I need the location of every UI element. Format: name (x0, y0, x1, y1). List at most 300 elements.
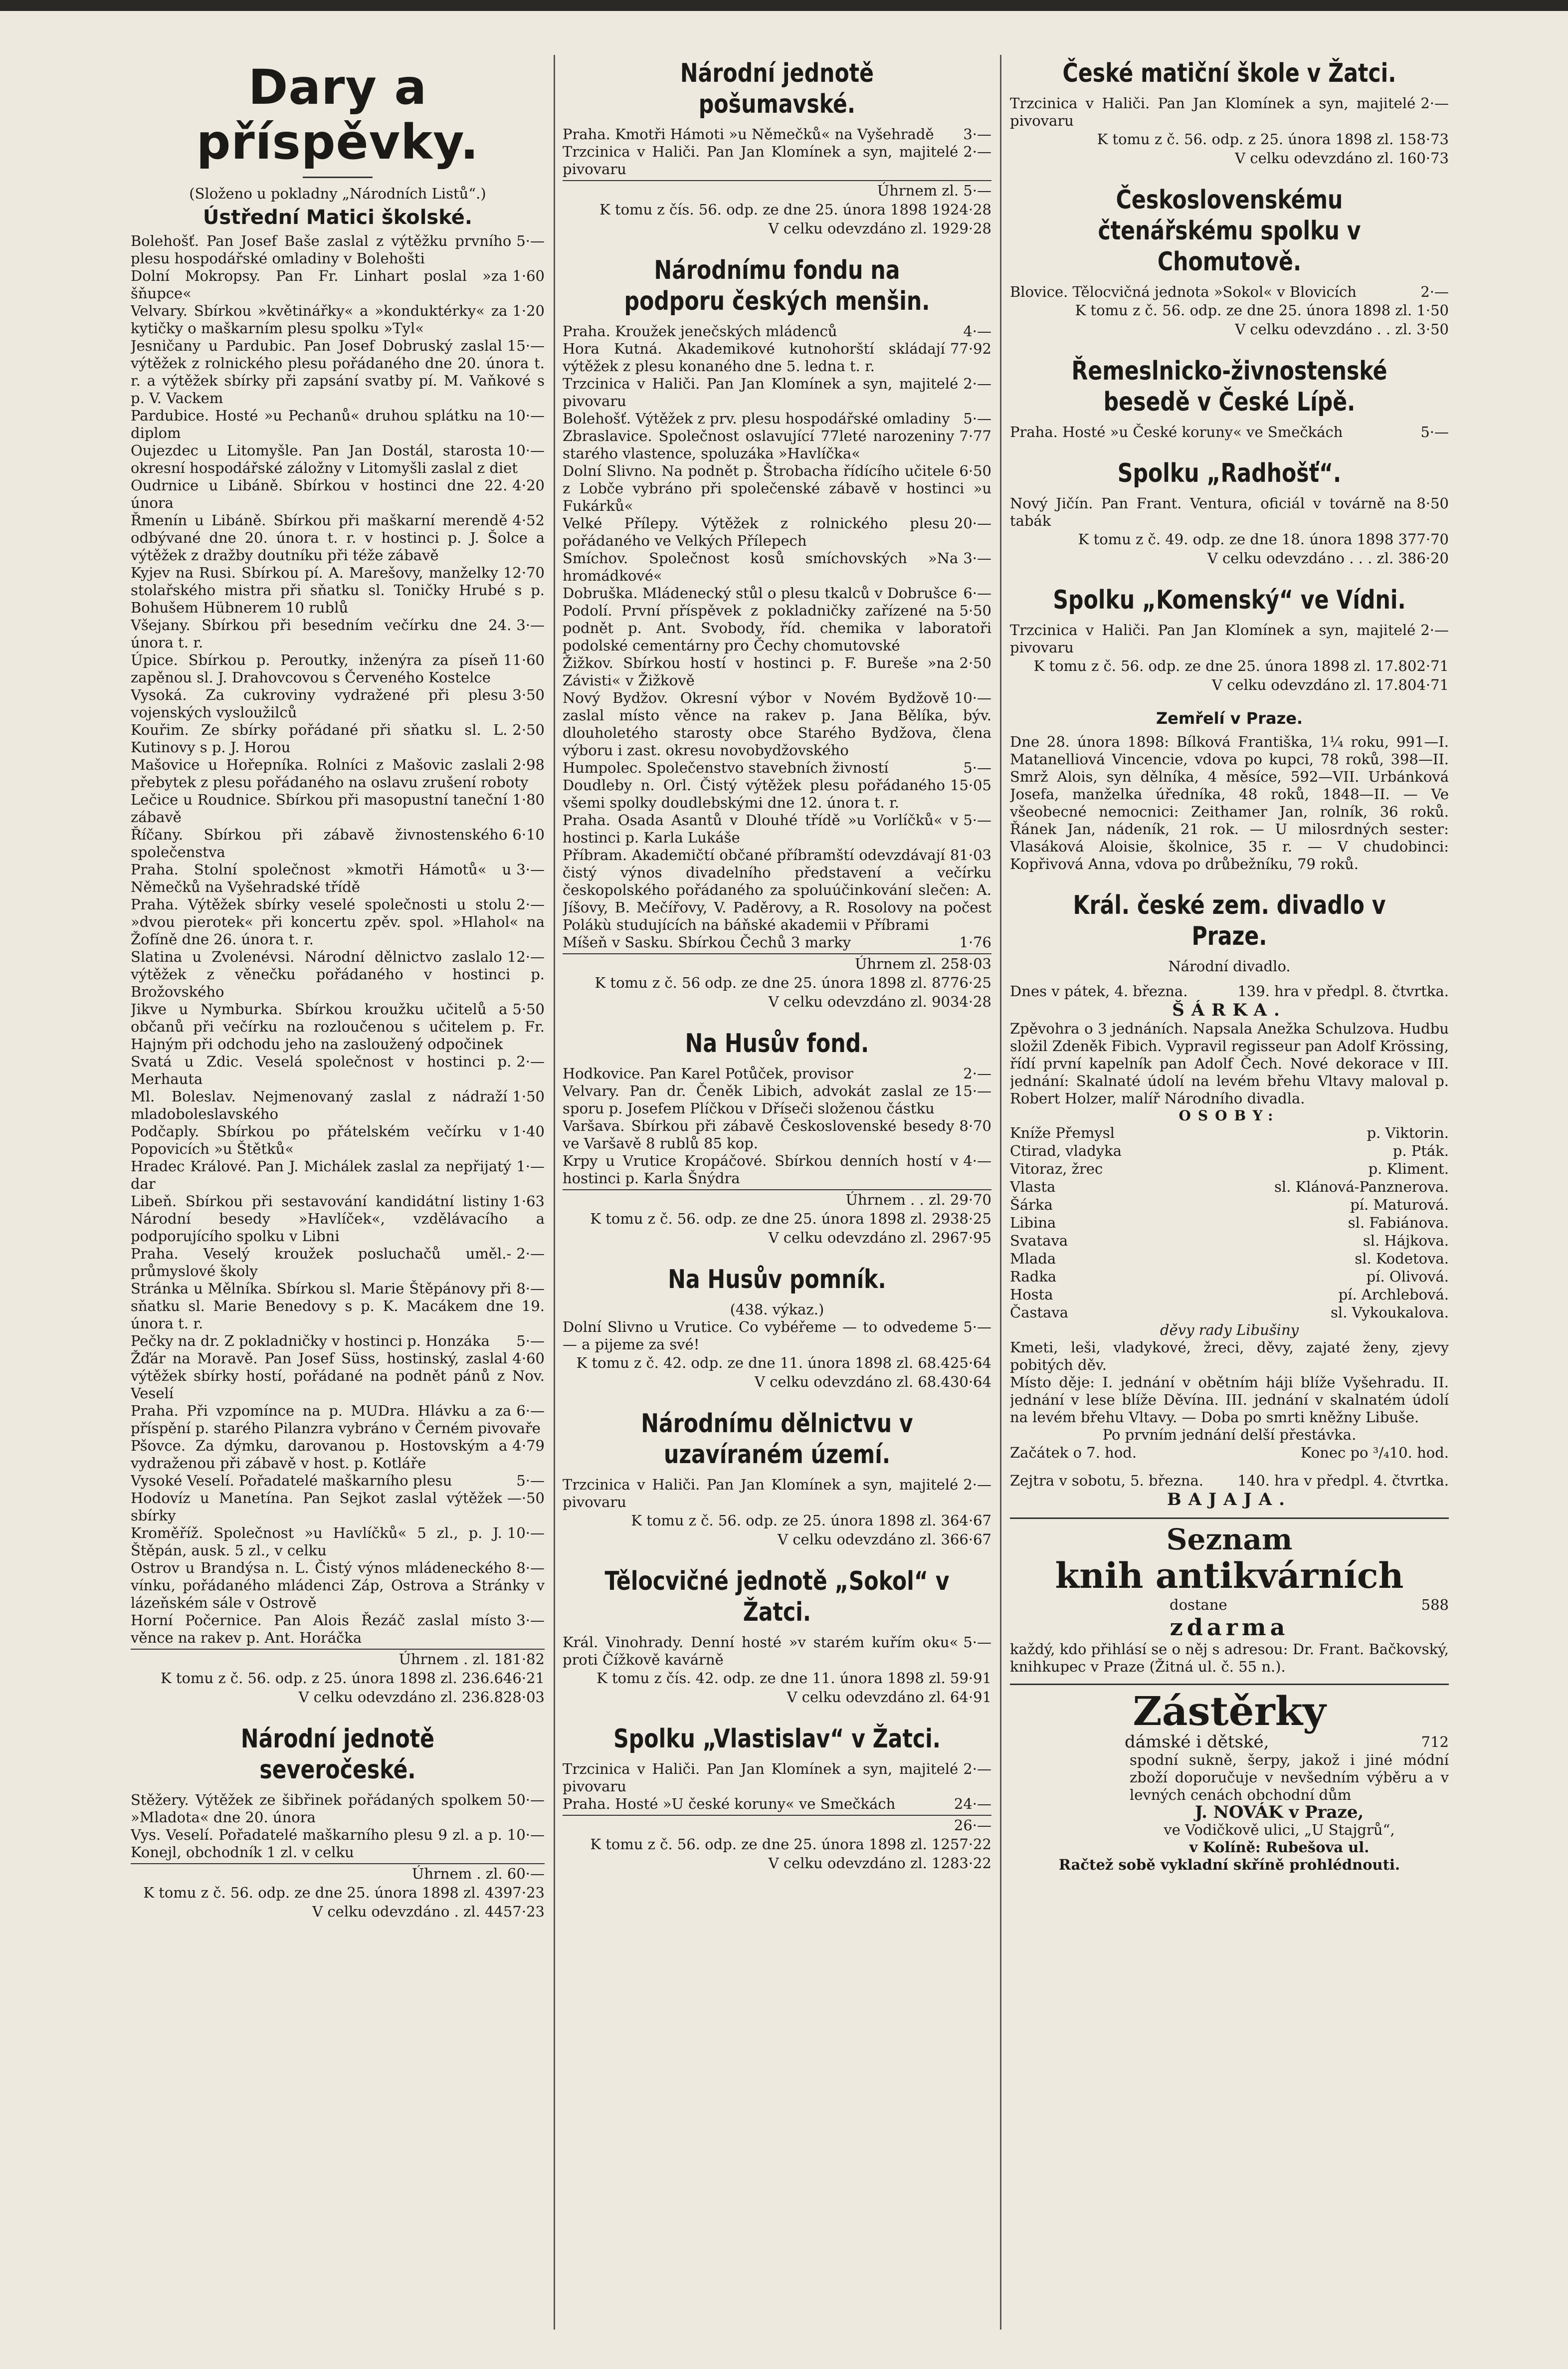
donation-entry (131, 1245, 545, 1280)
play-date: Dnes v pátek, 4. března. (1010, 983, 1188, 1000)
donation-text: Žďár na Moravě. Pan Josef Süss, hostinský, zaslal výtěžek sbírky hostí, pořádané na podnět pánů z Nov. Veselí (131, 1350, 545, 1402)
donation-text: Varšava. Sbírkou při zábavě Československé besedy ve Varšavě 8 rublů 85 kop. (563, 1117, 955, 1152)
section-subtitle: (438. výkaz.) (730, 1301, 824, 1318)
donation-entry (1010, 283, 1449, 301)
donation-entry (563, 1476, 991, 1511)
donation-entry (131, 1088, 545, 1123)
pause-text: Po prvním jednání delší přestávka. (1102, 1426, 1357, 1443)
ad-text: dámské i dětské, (1125, 1732, 1269, 1752)
obituary-text: Dne 28. února 1898: Bílková Františka, 1¼ roku, 991—I. Matanelliová Vincencie, vdova po kupci, 78 roků, 398—II. Smrž Alois, syn dělníka, 4 měsíce, 592—VII. Urbánková Josefa, manželka úředníka, 48 roků, 1848—II. — Ve všeobecné nemocnici: Zeithamer Jan, rolník, 36 roků. Řánek Jan, nádeník, 21 rok. — U milosrdných sester: Vlasáková Aloisie, školnice, 35 r. — V chudobinci: Kopřivová Anna, vdova po drůbežníku, 79 roků. (1010, 733, 1449, 872)
total-line: K tomu z č. 56. odp. z 25. února 1898 zl. 236.646·21 (160, 1670, 545, 1687)
cast-role: Mlada (1010, 1250, 1056, 1267)
section-title: Československému čtenářskému spolku v Chomutově. (1098, 185, 1361, 277)
donation-entry (563, 1082, 991, 1117)
donation-text: Bolehošť. Výtěžek z prv. plesu hospodářské omladiny (563, 410, 950, 427)
donation-amount: 77·92 (950, 340, 991, 357)
donation-text: Trzcinica v Haliči. Pan Jan Klomínek a syn, majitelé pivovaru (563, 1476, 959, 1510)
ad-aprons (1010, 1684, 1449, 1874)
donation-amount: 4·20 (512, 477, 545, 494)
donation-entry (131, 1053, 545, 1088)
cast-role: Hosta (1010, 1286, 1053, 1303)
play-description: Zpěvohra o 3 jednáních. Napsala Anežka Schulzova. Hudbu složil Zdeněk Fibich. Vypravil regisseur pan Adolf Krössing, řídí první kapelník pan Adolf Čech. Nové dekorace v III. jednání: Skalnaté údolí na levém břehu Vltavy maloval p. Robert Holzer, malíř Národního divadla. (1010, 1020, 1449, 1107)
total-line: K tomu z č. 56. odp. ze dne 25. února 1898 zl. 17.802·71 (1033, 657, 1449, 674)
donation-entry (563, 1152, 991, 1187)
donation-amount: 15·05 (950, 777, 991, 794)
ad-text: ve Vodičkově ulici, „U Stajgrů“, (1164, 1821, 1395, 1838)
donation-amount: 10·— (954, 689, 991, 706)
theatre-title: Král. české zem. divadlo v Praze. (1073, 890, 1386, 951)
donation-list (563, 1760, 991, 1813)
cast-role: Svatava (1010, 1232, 1068, 1249)
cast-row (1010, 1250, 1449, 1268)
donation-amount: 81·03 (950, 847, 991, 863)
donation-amount: 1·80 (512, 791, 545, 808)
column-1 (131, 55, 545, 2340)
donation-amount: 4·52 (512, 512, 545, 529)
donation-entry (131, 267, 545, 302)
donation-amount: 3·50 (512, 686, 545, 703)
total-line: V celku odevzdáno zl. 366·67 (778, 1531, 991, 1548)
donation-amount: 7·77 (959, 428, 991, 444)
total-line: K tomu z čís. 56. odp. ze dne 25. února 1898 1924·28 (599, 201, 991, 218)
donation-amount: 4·— (963, 1152, 991, 1169)
donation-text: Pečky na dr. Z pokladničky v hostinci p. Honzáka (131, 1332, 490, 1349)
donation-entry (131, 861, 545, 896)
donation-amount: 5·— (516, 1472, 545, 1489)
donation-text: Humpolec. Společenstvo stavebních živností (563, 759, 889, 776)
donation-entry (131, 1123, 545, 1158)
cast-row (1010, 1142, 1449, 1160)
section-title: Na Husův fond. (685, 1029, 869, 1059)
donation-text: Velvary. Pan dr. Čeněk Libich, advokát zaslal ze sporu p. Josefem Plíčkou v Dříseči složenou částku (563, 1082, 949, 1117)
donation-entry (131, 477, 545, 512)
donation-amount: 8·— (516, 1280, 545, 1297)
donation-entry (563, 1634, 991, 1669)
donation-entry (563, 410, 991, 428)
divider (303, 177, 373, 178)
top-border (0, 0, 1568, 11)
donation-amount: 2·— (963, 1065, 991, 1082)
subtitle: (Složeno u pokladny „Národních Listů“.) (189, 185, 486, 202)
donation-text: Svatá u Zdic. Veselá společnost v hostinci p. Merhauta (131, 1053, 512, 1087)
donation-entry (131, 302, 545, 337)
donation-amount: 6·— (516, 1402, 545, 1419)
donation-amount: 2·98 (512, 756, 545, 773)
donation-text: Vysoká. Za cukroviny vydražené při plesu vojenských vysloužilců (131, 686, 508, 721)
cast-actor: p. Kliment. (1368, 1160, 1449, 1177)
ad-number: 588 (1421, 1596, 1449, 1613)
donation-amount: 15·— (954, 1082, 991, 1099)
cast-actor: sl. Kodetova. (1355, 1250, 1449, 1267)
donation-text: Ostrov u Brandýsa n. L. Čistý výnos mládeneckého vínku, pořádaného mládenci Záp, Ostrova a Stránky v lázeňském sále v Ostrově (131, 1559, 545, 1611)
donation-amount: 8·50 (1416, 495, 1449, 512)
donation-entry (131, 791, 545, 826)
donation-amount: 2·50 (959, 654, 991, 671)
donation-list (563, 323, 991, 951)
total-line: K tomu z č. 56. odp. ze dne 25. února 1898 zl. 2938·25 (590, 1210, 991, 1227)
cast-header: OSOBY: (1178, 1107, 1280, 1124)
cast-actor: pí. Archlebová. (1338, 1286, 1449, 1303)
donation-text: Mašovice u Hořepníka. Rolníci z Mašovic zaslali přebytek z plesu pořádaného na oslavu zrušení roboty (131, 756, 529, 791)
donation-amount: 1·76 (959, 934, 991, 951)
cast-role: Radka (1010, 1268, 1057, 1285)
donation-text: Všejany. Sbírkou při besedním večírku dne 24. února t. r. (131, 617, 512, 651)
donation-text: Dolní Slivno. Na podnět p. Štrobacha řídícího učitele z Lobče vybráno při společenské zábavě v hostinci »u Fukárků« (563, 462, 991, 514)
donation-entry (131, 1559, 545, 1612)
section-title: Národnímu dělnictvu v uzavíraném území. (641, 1409, 913, 1470)
donation-amount: 1·60 (512, 267, 545, 284)
total-line: V celku odevzdáno . zl. 4457·23 (312, 1903, 545, 1920)
donation-entry (131, 1193, 545, 1245)
donation-list (563, 126, 991, 178)
donation-entry (131, 896, 545, 948)
total-line: Úhrnem . zl. 60·— (131, 1863, 545, 1883)
total-line: 26·— (563, 1815, 991, 1835)
total-line: V celku odevzdáno zl. 160·73 (1235, 150, 1449, 167)
end-time: Konec po ³/₄10. hod. (1300, 1444, 1449, 1461)
donation-entry (131, 1826, 545, 1861)
donation-amount: 2·50 (512, 721, 545, 738)
donation-text: Stránka u Mělníka. Sbírkou sl. Marie Štěpánovy při sňatku sl. Marie Benedovy s p. K. Macákem dne 19. února t. r. (131, 1280, 545, 1332)
donation-amount: 15·— (507, 337, 545, 354)
donation-entry (131, 1490, 545, 1524)
donation-text: Praha. Kmotři Hámoti »u Němečků« na Vyšehradě (563, 126, 934, 143)
play-title: ŠÁRKA. (1172, 1000, 1287, 1020)
donation-entry (131, 651, 545, 686)
cast-role: Častava (1010, 1304, 1068, 1321)
donation-amount: 24·— (954, 1795, 991, 1812)
donation-text: Zbraslavice. Společnost oslavující 77leté narozeniny starého vlastence, spoluzáka »Havlíčka« (563, 428, 955, 462)
donation-text: Praha. Výtěžek sbírky veselé společnosti u stolu »dvou pierotek« při koncertu zpěv. spol. »Hlahol« na Žofíně dne 26. února t. r. (131, 896, 545, 948)
cast-role: Ctirad, vladyka (1010, 1142, 1122, 1159)
donation-text: Míšeň v Sasku. Sbírkou Čechů 3 marky (563, 934, 851, 951)
donation-entry (131, 1350, 545, 1402)
donation-amount: 5·50 (512, 1001, 545, 1018)
donation-amount: 5·— (516, 1332, 545, 1349)
cast-row (1010, 1268, 1449, 1286)
ad-text: Račtež sobě vykladní skříně prohlédnouti. (1058, 1856, 1400, 1873)
total-line: V celku odevzdáno . . zl. 3·50 (1235, 321, 1449, 338)
ad-heading: Seznam (1166, 1522, 1293, 1556)
cast-role: Vitoraz, žrec (1010, 1160, 1103, 1177)
donation-text: Podčaply. Sbírkou po přátelském večírku v Popovicích »u Štětků« (131, 1123, 508, 1157)
donation-amount: 6·— (963, 585, 991, 602)
cast-role: Kníže Přemysl (1010, 1124, 1115, 1141)
donation-text: Příbram. Akademičtí občané příbramští odevzdávají čistý výnos divadelního představení a večírku českopolského pořádaného za spoluúčinkování slečen: A. Jíšovy, B. Mečířovy, V. Paděrovy, a R. Rosolovy na počest Polákù studujících na báňské akademii v Příbrami (563, 847, 991, 933)
donation-amount: 11·60 (503, 651, 545, 668)
section-title: Spolku „Radhošť“. (1117, 458, 1342, 488)
donation-text: Velvary. Sbírkou »květinářky« a »konduktérky« za kytičky o maškarním plesu spolku »Tyl« (131, 302, 508, 337)
donation-text: Žižkov. Sbírkou hostí v hostinci p. F. Bureše »na Závisti« v Žižkově (563, 654, 955, 689)
cast-row (1010, 1124, 1449, 1142)
cast-row (1010, 1178, 1449, 1196)
donation-list (1010, 622, 1449, 656)
donation-text: Jesničany u Pardubic. Pan Josef Dobruský zaslal výtěžek z rolnického plesu pořádaného dne 20. února t. r. a výtěžek sbírky při zapsání svatby pí. M. Vaňkové s p. V. Vackem (131, 337, 545, 407)
donation-text: Krpy u Vrutice Kropáčové. Sbírkou denních hostí v hostinci p. Karla Šnýdra (563, 1152, 959, 1187)
donation-amount: 2·— (963, 1476, 991, 1493)
donation-text: Ml. Boleslav. Nejmenovaný zaslal z nádraží mladoboleslavského (131, 1088, 508, 1122)
donation-amount: 5·— (1420, 424, 1449, 440)
donation-text: Praha. Hosté »u České koruny« ve Smečkách (1010, 424, 1343, 440)
section-title: České matiční škole v Žatci. (1062, 58, 1396, 88)
donation-entry (563, 602, 991, 654)
donation-entry (131, 512, 545, 564)
section-title: Řemeslnicko-živnostenské besedě v České Lípě. (1071, 356, 1387, 417)
donation-entry (131, 1791, 545, 1826)
total-line: V celku odevzdáno zl. 1929·28 (768, 220, 991, 237)
donation-entry (563, 934, 991, 951)
page-title: Dary a příspěvky. (196, 59, 479, 170)
donation-entry (131, 1612, 545, 1647)
total-line: V celku odevzdáno zl. 68.430·64 (755, 1373, 991, 1390)
time-row (1010, 1444, 1449, 1462)
donation-entry (563, 340, 991, 375)
total-line: V celku odevzdáno zl. 9034·28 (768, 993, 991, 1010)
cast-role: Šárka (1010, 1196, 1053, 1213)
total-line: Úhrnem . . zl. 29·70 (563, 1189, 991, 1209)
section-title: Na Husův pomník. (668, 1265, 886, 1294)
donation-entry (131, 1402, 545, 1437)
donation-text: Kouřim. Ze sbírky pořádané při sňatku sl. L. Kutinovy s p. J. Horou (131, 721, 508, 756)
ad-heading: zdarma (1170, 1614, 1289, 1641)
donation-text: Dolní Mokropsy. Pan Fr. Linhart poslal »za šňupce« (131, 267, 508, 302)
donation-entry (563, 812, 991, 847)
section-title: Spolku „Komenský“ ve Vídni. (1053, 585, 1406, 615)
donation-amount: 10·— (507, 1826, 545, 1843)
donation-entry (563, 1760, 991, 1795)
cast-note: děvy rady Libušiny (1160, 1321, 1299, 1338)
cast-role: Libina (1010, 1214, 1056, 1231)
donation-amount: 1·— (516, 1158, 545, 1175)
cast-row (1010, 1214, 1449, 1232)
ad-line (1010, 1596, 1449, 1614)
play-date-row (1010, 1472, 1449, 1490)
donation-entry (1010, 424, 1449, 441)
play-date: Zejtra v sobotu, 5. března. (1010, 1472, 1204, 1489)
donation-entry (563, 323, 991, 340)
donation-amount: 4·— (963, 323, 991, 340)
donation-entry (131, 1280, 545, 1332)
donation-entry (563, 689, 991, 759)
cast-row (1010, 1286, 1449, 1303)
total-line: K tomu z č. 49. odp. ze dne 18. února 1898 377·70 (1078, 531, 1449, 548)
play-number: 140. hra v předpl. 4. čtvrtka. (1237, 1472, 1449, 1489)
donation-text: Trzcinica v Haliči. Pan Jan Klomínek a syn, majitelé pivovaru (1010, 95, 1416, 129)
donation-amount: 5·— (963, 1318, 991, 1335)
donation-text: Blovice. Tělocvičná jednota »Sokol« v Blovicích (1010, 283, 1357, 300)
donation-entry (563, 777, 991, 812)
donation-text: Trzcinica v Haliči. Pan Jan Klomínek a syn, majitelé pivovaru (563, 375, 959, 410)
donation-text: Král. Vinohrady. Denní hosté »v starém kuřím oku« proti Čížkově kavárně (563, 1634, 959, 1668)
donation-amount: 2·— (963, 143, 991, 160)
donation-entry (563, 428, 991, 462)
donation-list (1010, 95, 1449, 130)
cast-row (1010, 1303, 1449, 1321)
start-time: Začátek o 7. hod. (1010, 1444, 1137, 1461)
total-line: K tomu z č. 56. odp. ze dne 25. února 1898 zl. 1·50 (1075, 302, 1449, 319)
play-title: BAJAJA. (1167, 1490, 1292, 1509)
donation-entry (131, 1001, 545, 1053)
donation-entry (563, 585, 991, 602)
donation-entry (563, 515, 991, 550)
donation-entry (563, 143, 991, 178)
donation-text: Praha. Stolní společnost »kmotři Hámotů« u Němečků na Vyšehradské třídě (131, 861, 512, 895)
cast-actor: sl. Hájkova. (1363, 1232, 1449, 1249)
donation-entry (131, 948, 545, 1001)
donation-entry (131, 617, 545, 651)
donation-amount: 8·— (516, 1559, 545, 1576)
total-line: V celku odevzdáno zl. 64·91 (786, 1689, 991, 1706)
donation-amount: 8·70 (959, 1117, 991, 1134)
donation-text: Trzcinica v Haliči. Pan Jan Klomínek a syn, majitelé pivovaru (563, 1760, 959, 1795)
donation-amount: 12·70 (503, 564, 545, 581)
column-2 (563, 55, 991, 2340)
donation-amount: 10·— (507, 1524, 545, 1541)
donation-amount: 5·— (963, 812, 991, 829)
donation-text: Trzcinica v Haliči. Pan Jan Klomínek a syn, majitelé pivovaru (563, 143, 959, 178)
donation-entry (131, 756, 545, 791)
donation-entry (131, 564, 545, 617)
donation-entry (1010, 95, 1449, 130)
cast-actor: pí. Maturová. (1350, 1196, 1449, 1213)
donation-amount: 12·— (507, 948, 545, 965)
donation-amount: 5·— (516, 232, 545, 249)
cast-actor: sl. Vykoukalova. (1331, 1304, 1449, 1321)
section-title: Tělocvičné jednotě „Sokol“ v Žatci. (604, 1566, 950, 1627)
ad-text: každý, kdo přihlásí se o něj s adresou: Dr. Frant. Bačkovský, knihkupec v Praze (Žitná ul. č. 55 n.). (1010, 1641, 1449, 1675)
donation-entry (563, 550, 991, 585)
donation-text: Oudrnice u Libáně. Sbírkou v hostinci dne 22. února (131, 477, 508, 511)
donation-list (131, 1791, 545, 1861)
donation-list (1010, 283, 1449, 301)
total-line: V celku odevzdáno zl. 236.828·03 (298, 1689, 545, 1706)
donation-amount: —·50 (507, 1490, 545, 1507)
cast-list (1010, 1124, 1449, 1321)
total-line: K tomu z čís. 42. odp. ze dne 11. února 1898 zl. 59·91 (596, 1670, 991, 1687)
donation-text: Praha. Hosté »U české koruny« ve Smečkách (563, 1795, 896, 1812)
donation-list (563, 1065, 991, 1187)
donation-entry (131, 721, 545, 756)
donation-amount: 1·40 (512, 1123, 545, 1140)
donation-text: Dolní Slivno u Vrutice. Co vybéřeme — to odvedeme — a pijeme za své! (563, 1318, 959, 1353)
donation-list (131, 232, 545, 1647)
donation-text: Velké Přílepy. Výtěžek z rolnického plesu pořádaného ve Velkých Přílepech (563, 515, 949, 549)
donation-entry (563, 654, 991, 689)
donation-text: Vysoké Veselí. Pořadatelé maškarního plesu (131, 1472, 452, 1489)
donation-entry (131, 337, 545, 407)
donation-entry (131, 686, 545, 721)
donation-entry (131, 1437, 545, 1472)
donation-entry (1010, 495, 1449, 530)
ad-line (1010, 1733, 1449, 1751)
donation-text: Kyjev na Rusi. Sbírkou pí. A. Marešovy, manželky stolařského mistra při sňatku sl. Toničky Hrubé s p. Bohušem Hübnerem 10 rublů (131, 564, 545, 616)
donation-amount: 2·— (1420, 95, 1449, 112)
cast-actor: sl. Fabiánova. (1348, 1214, 1449, 1231)
donation-amount: 5·50 (959, 602, 991, 619)
donation-entry (563, 375, 991, 410)
donation-amount: 1·63 (512, 1193, 545, 1210)
donation-text: Nový Bydžov. Okresní výbor v Novém Bydžově zaslal místo věnce na rakev p. Jana Bělíka, býv. dlouholetého starosty obce Starého Bydžova, člena výboru i zast. okresu novobydžovského (563, 689, 991, 759)
donation-entry (563, 1318, 991, 1353)
donation-amount: 1·20 (512, 302, 545, 319)
section-title: Spolku „Vlastislav“ v Žatci. (613, 1724, 941, 1754)
donation-text: Slatina u Zvolenévsi. Národní dělnictvo zaslalo výtěžek z věnečku pořádaného v hostinci p. Brožovského (131, 948, 545, 1000)
donation-text: Oujezdec u Litomyšle. Pan Jan Dostál, starosta okresní hospodářské záložny v Litomyšli zaslal z diet (131, 442, 518, 476)
donation-amount: 3·— (516, 617, 545, 634)
total-line: K tomu z č. 56. odp. z 25. února 1898 zl. 158·73 (1097, 131, 1449, 148)
cast-actor: pí. Olivová. (1366, 1268, 1449, 1285)
total-line: K tomu z č. 56. odp. ze dne 25. února 1898 zl. 4397·23 (143, 1884, 545, 1901)
total-line: V celku odevzdáno zl. 17.804·71 (1212, 676, 1449, 693)
donation-list (1010, 424, 1449, 441)
donation-text: Praha. Kroužek jenečských mládenců (563, 323, 837, 340)
donation-text: Praha. Při vzpomínce na p. MUDra. Hlávku a za příspění p. starého Pilanzra vybráno v Černém pivovaře (131, 1402, 541, 1437)
donation-text: Nový Jičín. Pan Frant. Ventura, oficiál v továrně na tabák (1010, 495, 1412, 529)
section-title: Ústřední Matici školské. (202, 206, 473, 229)
donation-entry (131, 1472, 545, 1490)
donation-amount: 10·— (507, 442, 545, 459)
donation-amount: 3·— (516, 861, 545, 878)
donation-amount: 1·50 (512, 1088, 545, 1105)
donation-amount: 2·— (963, 375, 991, 392)
donation-entry (563, 759, 991, 777)
donation-amount: 2·— (1420, 622, 1449, 639)
donation-entry (131, 1158, 545, 1193)
play-number: 139. hra v předpl. 8. čtvrtka. (1237, 983, 1449, 1000)
play-date-row (1010, 982, 1449, 1000)
cast-row (1010, 1160, 1449, 1178)
cast-row (1010, 1232, 1449, 1250)
ad-heading: Zástěrky (1133, 1688, 1326, 1734)
donation-text: Vys. Veselí. Pořadatelé maškarního plesu 9 zl. a p. Konejl, obchodník 1 zl. v celku (131, 1826, 502, 1861)
donation-text: Smíchov. Společnost kosů smíchovských »Na hromádkové« (563, 550, 959, 584)
obituary-title: Zemřelí v Praze. (1156, 709, 1303, 728)
donation-entry (563, 1795, 991, 1813)
donation-list (1010, 495, 1449, 530)
donation-text: Praha. Veselý kroužek posluchačů uměl.-průmyslové školy (131, 1245, 512, 1280)
column-rule (554, 55, 555, 2330)
theatre-subtitle: Národní divadlo. (1168, 958, 1291, 975)
total-line: K tomu z č. 56. odp. ze 25. února 1898 zl. 364·67 (631, 1512, 991, 1529)
column-3 (1010, 55, 1449, 2340)
donation-amount: 20·— (954, 515, 991, 532)
donation-text: Říčany. Sbírkou při zábavě živnostenského společenstva (131, 826, 508, 861)
donation-text: Hora Kutná. Akademikové kutnohorští skládají výtěžek z plesu konaného dne 5. ledna t. r. (563, 340, 945, 375)
total-line: V celku odevzdáno zl. 2967·95 (768, 1229, 991, 1246)
donation-text: Bolehošť. Pan Josef Baše zaslal z výtěžku prvního plesu hospodářské omladiny v Bolehošti (131, 232, 512, 267)
ad-text: spodní sukně, šerpy, jakož i jiné módní zboží doporučuje v nevšedním výběru a v levných cenách obchodní dům (1130, 1751, 1449, 1803)
donation-text: Podolí. První příspěvek z pokladničky zařízené na podnět p. Ant. Svobody, říd. chemika v laboratoři podolské cementárny pro Čechy chomutovské (563, 602, 991, 654)
donation-amount: 50·— (507, 1791, 545, 1808)
cast-actor: sl. Klánová-Panznerova. (1274, 1178, 1449, 1195)
donation-text: Jikve u Nymburka. Sbírkou kroužku učitelů a občanů při večírku na rozloučenou s učitelem p. Fr. Hajným při odchodu jeho na zasloužený odpočinek (131, 1001, 545, 1053)
cast-role: Vlasta (1010, 1178, 1056, 1195)
donation-text: Doudleby n. Orl. Čistý výtěžek plesu pořádaného všemi spolky doudlebskými dne 12. února t. r. (563, 777, 945, 811)
total-line: Úhrnem zl. 258·03 (563, 953, 991, 973)
donation-list (563, 1634, 991, 1669)
donation-text: Pšovce. Za dýmku, darovanou p. Hostovským a vydraženou při zábavě v host. p. Kotláře (131, 1437, 508, 1472)
donation-entry (563, 462, 991, 515)
donation-amount: 6·10 (512, 826, 545, 843)
donation-amount: 3·— (516, 1612, 545, 1629)
donation-amount: 2·— (516, 1053, 545, 1070)
donation-amount: 10·— (507, 407, 545, 424)
place-text: Místo děje: I. jednání v obětním háji blíže Vyšehradu. II. jednání v lese blíže Děvína. III. jednání v skalnatém údolí na levém břehu Vltavy. — Doba po smrti kněžny Libuše. (1010, 1374, 1449, 1426)
section-title: Národnímu fondu na podporu českých menšin. (624, 255, 930, 316)
donation-entry (1010, 622, 1449, 656)
column-rule (1000, 55, 1001, 2330)
extras-text: Kmeti, leši, vladykové, žreci, děvy, zajaté ženy, zjevy pobitých děv. (1010, 1339, 1449, 1373)
